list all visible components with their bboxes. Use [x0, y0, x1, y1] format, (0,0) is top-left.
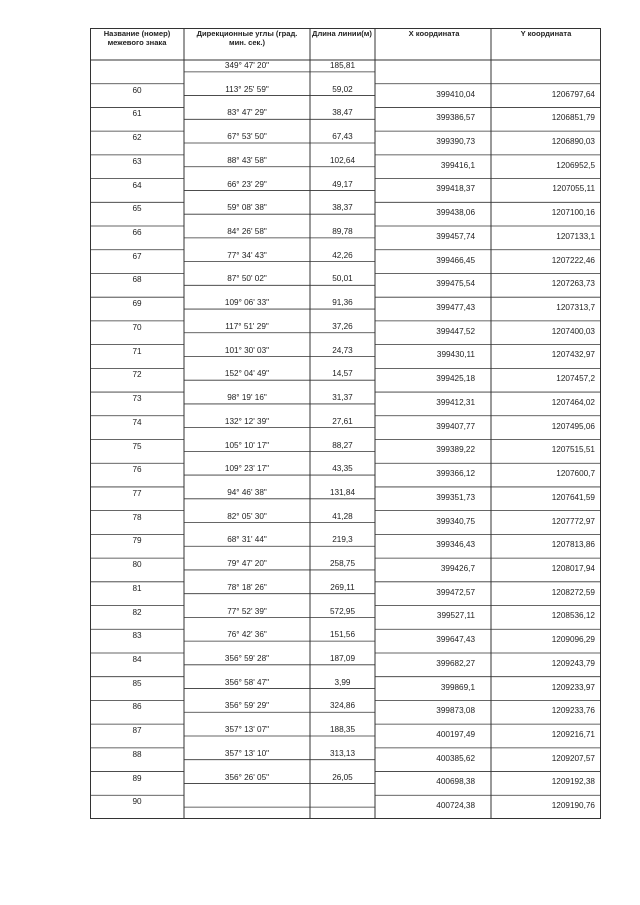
line-length: 185,81: [329, 61, 356, 70]
direction-angle: 68° 31' 44": [227, 535, 267, 545]
x-coordinate: 399416,1: [440, 160, 475, 170]
direction-angle: 152° 04' 49": [224, 369, 270, 379]
line-length: 42,26: [332, 250, 353, 260]
y-coordinate: 1208272,59: [551, 587, 595, 597]
direction-angle: 66° 23' 29": [227, 179, 267, 189]
y-coordinate: 1207641,59: [551, 492, 595, 502]
mark-number: 72: [132, 370, 142, 380]
x-coordinate: 399425,18: [436, 374, 475, 384]
direction-angle: 357° 13' 10": [224, 748, 270, 758]
mark-number: 69: [132, 299, 142, 309]
x-coordinate: 399426,7: [440, 563, 475, 573]
header-length: Длина линии(м): [312, 29, 372, 38]
y-coordinate: 1209216,71: [551, 729, 595, 739]
direction-angle: 78° 18' 26": [227, 582, 267, 592]
mark-number: 90: [132, 797, 142, 807]
y-coordinate: 1207464,02: [551, 397, 595, 407]
direction-angle: 82° 05' 30": [227, 511, 267, 521]
mark-number: 73: [132, 394, 142, 404]
y-coordinate: 1207813,86: [551, 540, 595, 550]
mark-number: 87: [132, 726, 142, 736]
x-coordinate: 399647,43: [436, 635, 475, 645]
mark-number: 88: [132, 749, 142, 759]
direction-angle: 59° 08' 38": [227, 203, 267, 213]
line-length: 187,09: [329, 653, 356, 663]
y-coordinate: 1207133,1: [556, 231, 595, 241]
mark-number: 76: [132, 465, 142, 475]
y-coordinate: 1207495,06: [551, 421, 595, 431]
x-coordinate: 400698,38: [436, 777, 475, 787]
y-coordinate: 1206890,03: [551, 137, 595, 147]
header-name: Название (номер) межевого знака: [103, 29, 171, 47]
y-coordinate: 1206851,79: [551, 113, 595, 123]
x-coordinate: 399386,57: [436, 113, 475, 123]
line-length: 151,56: [329, 630, 356, 640]
mark-number: 89: [132, 773, 142, 783]
mark-number: 61: [132, 109, 142, 119]
direction-angle: 77° 52' 39": [227, 606, 267, 616]
x-coordinate: 400385,62: [436, 753, 475, 763]
direction-angle: 117° 51' 29": [225, 321, 269, 331]
x-coordinate: 399412,31: [436, 397, 475, 407]
x-coordinate: 399477,43: [436, 303, 475, 313]
mark-number: 74: [132, 417, 142, 427]
line-length: 27,61: [332, 416, 353, 426]
line-length: 102,64: [329, 155, 356, 165]
y-coordinate: 1207432,97: [551, 350, 595, 360]
y-coordinate: 1207222,46: [551, 255, 595, 265]
line-length: 219,3: [332, 535, 353, 545]
mark-number: 79: [132, 536, 142, 546]
mark-number: 68: [132, 275, 142, 285]
x-coordinate: 399682,27: [436, 658, 475, 668]
direction-angle: 88° 43' 58": [227, 155, 267, 165]
line-length: 131,84: [329, 487, 356, 497]
y-coordinate: 1207100,16: [551, 208, 595, 218]
y-coordinate: 1209190,76: [551, 801, 595, 811]
y-coordinate: 1209233,97: [551, 682, 595, 692]
mark-number: 66: [132, 228, 142, 238]
mark-number: 85: [132, 678, 142, 688]
line-length: 269,11: [330, 582, 355, 592]
direction-angle: 349° 47' 20": [224, 61, 270, 70]
line-length: 258,75: [329, 559, 356, 569]
direction-angle: 113° 25' 59": [225, 84, 269, 94]
direction-angle: 356° 59' 29": [224, 701, 270, 711]
line-length: 188,35: [329, 725, 356, 735]
x-coordinate: 400197,49: [436, 729, 475, 739]
line-length: 38,47: [332, 108, 353, 118]
x-coordinate: 399366,12: [436, 469, 475, 479]
line-length: 14,57: [332, 369, 353, 379]
line-length: 37,26: [332, 321, 353, 331]
x-coordinate: 399340,75: [436, 516, 475, 526]
x-coordinate: 399390,73: [436, 137, 475, 147]
x-coordinate: 399447,52: [436, 326, 475, 336]
x-coordinate: 399407,77: [436, 421, 475, 431]
direction-angle: 105° 10' 17": [224, 440, 270, 450]
x-coordinate: 399438,06: [436, 208, 475, 218]
direction-angle: 109° 23' 17": [224, 464, 270, 474]
line-length: 26,05: [332, 772, 353, 782]
y-coordinate: 1208017,94: [551, 563, 595, 573]
header-x: X координата: [408, 29, 460, 38]
line-length: 49,17: [332, 179, 353, 189]
line-length: 50,01: [332, 274, 353, 284]
y-coordinate: 1207313,7: [556, 303, 595, 313]
x-coordinate: 399351,73: [436, 492, 475, 502]
y-coordinate: 1209243,79: [551, 658, 595, 668]
y-coordinate: 1207400,03: [551, 326, 595, 336]
y-coordinate: 1207600,7: [556, 469, 595, 479]
y-coordinate: 1209096,29: [551, 635, 595, 645]
y-coordinate: 1208536,12: [551, 611, 595, 621]
line-length: 31,37: [332, 393, 353, 403]
y-coordinate: 1207772,97: [551, 516, 595, 526]
line-length: 3,99: [334, 677, 351, 687]
direction-angle: 356° 26' 05": [224, 772, 270, 782]
direction-angle: 109° 06' 33": [224, 298, 270, 308]
direction-angle: 356° 59' 28": [224, 653, 270, 663]
y-coordinate: 1209207,57: [551, 753, 595, 763]
x-coordinate: 399472,57: [436, 587, 475, 597]
mark-number: 81: [132, 583, 142, 593]
direction-angle: 84° 26' 58": [227, 227, 267, 237]
direction-angle: 356° 58' 47": [224, 677, 270, 687]
mark-number: 63: [132, 156, 142, 166]
direction-angle: 132° 12' 39": [224, 416, 270, 426]
line-length: 24,73: [332, 345, 353, 355]
y-coordinate: 1207055,11: [552, 184, 595, 194]
mark-number: 62: [132, 133, 142, 143]
direction-angle: 79° 47' 20": [227, 559, 267, 569]
x-coordinate: 399873,08: [436, 706, 475, 716]
line-length: 89,78: [332, 227, 353, 237]
mark-number: 82: [132, 607, 142, 617]
mark-number: 78: [132, 512, 142, 522]
direction-angle: 357° 13' 07": [224, 725, 270, 735]
mark-number: 77: [132, 488, 142, 498]
mark-number: 75: [132, 441, 142, 451]
mark-number: 83: [132, 631, 142, 641]
direction-angle: 98° 19' 16": [227, 393, 267, 403]
x-coordinate: 399346,43: [436, 540, 475, 550]
y-coordinate: 1209192,38: [551, 777, 595, 787]
direction-angle: 83° 47' 29": [227, 108, 267, 118]
direction-angle: 76° 42' 36": [227, 630, 267, 640]
y-coordinate: 1209233,76: [551, 706, 595, 716]
header-y: Y координата: [520, 29, 572, 38]
x-coordinate: 399389,22: [436, 445, 475, 455]
x-coordinate: 399410,04: [436, 89, 475, 99]
direction-angle: 77° 34' 43": [227, 250, 267, 260]
line-length: 38,37: [332, 203, 353, 213]
line-length: 324,86: [329, 701, 356, 711]
mark-number: 86: [132, 702, 142, 712]
mark-number: 71: [132, 346, 142, 356]
mark-number: 70: [132, 322, 142, 332]
direction-angle: 67° 53' 50": [227, 132, 267, 142]
x-coordinate: 399430,11: [436, 350, 475, 360]
mark-number: 67: [132, 251, 142, 261]
coordinates-table: [90, 28, 601, 819]
direction-angle: 87° 50' 02": [227, 274, 267, 284]
direction-angle: 94° 46' 38": [227, 487, 267, 497]
line-length: 88,27: [332, 440, 353, 450]
x-coordinate: 399527,11: [436, 611, 475, 621]
mark-number: 64: [132, 180, 142, 190]
y-coordinate: 1207457,2: [556, 374, 595, 384]
y-coordinate: 1206952,5: [556, 160, 595, 170]
x-coordinate: 399418,37: [436, 184, 475, 194]
y-coordinate: 1207263,73: [551, 279, 595, 289]
mark-number: 80: [132, 560, 142, 570]
x-coordinate: 399457,74: [436, 231, 475, 241]
line-length: 67,43: [332, 132, 353, 142]
x-coordinate: 400724,38: [436, 801, 475, 811]
y-coordinate: 1207515,51: [551, 445, 595, 455]
header-angle: Дирекционные углы (град. мин. сек.): [196, 29, 298, 47]
x-coordinate: 399869,1: [440, 682, 475, 692]
line-length: 313,13: [329, 748, 356, 758]
line-length: 59,02: [332, 84, 353, 94]
line-length: 41,28: [332, 511, 353, 521]
line-length: 43,35: [332, 464, 353, 474]
x-coordinate: 399475,54: [436, 279, 475, 289]
y-coordinate: 1206797,64: [551, 89, 595, 99]
mark-number: 65: [132, 204, 142, 214]
mark-number: 60: [132, 85, 142, 95]
direction-angle: 101° 30' 03": [224, 345, 270, 355]
line-length: 91,36: [332, 298, 353, 308]
x-coordinate: 399466,45: [436, 255, 475, 265]
mark-number: 84: [132, 654, 142, 664]
line-length: 572,95: [329, 606, 356, 616]
